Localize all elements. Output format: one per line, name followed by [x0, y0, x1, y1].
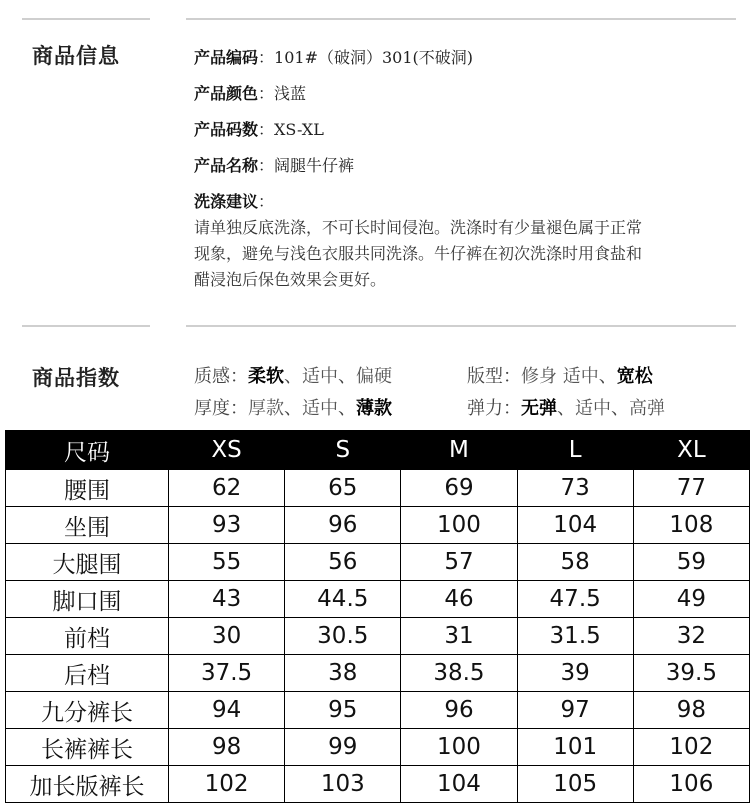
table-cell: 37.5 [169, 655, 285, 692]
colon: ： [258, 192, 275, 211]
table-cell: 102 [169, 766, 285, 803]
row-label: 腰围 [6, 470, 169, 507]
table-row [6, 729, 750, 766]
table-cell: 94 [169, 692, 285, 729]
divider-top-right [186, 18, 736, 20]
table-cell: 93 [169, 507, 285, 544]
thickness-index: 厚度：厚款、适中、薄款 [194, 398, 392, 419]
table-cell: 69 [401, 470, 517, 507]
table-cell: 99 [285, 729, 401, 766]
table-cell: 30 [169, 618, 285, 655]
thickness-label: 厚度 [194, 398, 230, 419]
size-table [5, 430, 750, 803]
product-color-value: 浅蓝 [274, 84, 307, 103]
row-label: 加长版裤长 [6, 766, 169, 803]
thickness-option: 厚款 [248, 398, 284, 419]
header-m: M [401, 431, 517, 470]
table-cell: 104 [517, 507, 633, 544]
texture-option: 柔软 [248, 366, 284, 387]
table-cell: 101 [517, 729, 633, 766]
table-cell: 49 [633, 581, 749, 618]
product-code-value: 101#（破洞）301(不破洞) [274, 48, 474, 67]
table-cell: 96 [285, 507, 401, 544]
product-code-label: 产品编码 [194, 48, 259, 67]
table-cell: 31 [401, 618, 517, 655]
table-cell: 98 [169, 729, 285, 766]
row-label: 后档 [6, 655, 169, 692]
texture-option: 偏硬 [356, 366, 392, 387]
table-cell: 62 [169, 470, 285, 507]
table-cell: 98 [633, 692, 749, 729]
header-s: S [285, 431, 401, 470]
table-row [6, 544, 750, 581]
table-cell: 95 [285, 692, 401, 729]
wash-advice-line: 现象，避免与浅色衣服共同洗涤。牛仔裤在初次洗涤时用食盐和 [194, 244, 643, 263]
row-label: 前档 [6, 618, 169, 655]
table-cell: 46 [401, 581, 517, 618]
fit-option: 宽松 [616, 366, 653, 387]
table-row [6, 581, 750, 618]
divider-top-left [22, 18, 150, 20]
row-label: 坐围 [6, 507, 169, 544]
table-cell: 97 [517, 692, 633, 729]
row-label: 脚口围 [6, 581, 169, 618]
table-cell: 96 [401, 692, 517, 729]
table-cell: 100 [401, 729, 517, 766]
table-cell: 55 [169, 544, 285, 581]
product-name-label: 产品名称 [194, 156, 259, 175]
texture-index: 质感：柔软、适中、偏硬 [194, 366, 392, 387]
header-size: 尺码 [6, 431, 169, 470]
table-cell: 58 [517, 544, 633, 581]
wash-advice-row [194, 189, 274, 212]
table-cell: 44.5 [285, 581, 401, 618]
fit-index: 版型：修身 适中、宽松 [467, 366, 653, 387]
product-color-row [194, 81, 306, 104]
wash-advice-label: 洗涤建议 [194, 192, 259, 211]
product-color-label: 产品颜色 [194, 84, 259, 103]
table-cell: 38 [285, 655, 401, 692]
table-cell: 100 [401, 507, 517, 544]
table-cell: 38.5 [401, 655, 517, 692]
product-index-title: 商品指数 [32, 366, 120, 390]
thickness-option: 薄款 [356, 398, 392, 419]
header-xl: XL [633, 431, 749, 470]
wash-advice-text [194, 215, 739, 293]
product-name-row [194, 153, 354, 176]
table-cell: 65 [285, 470, 401, 507]
table-row [6, 507, 750, 544]
row-label: 长裤裤长 [6, 729, 169, 766]
table-cell: 104 [401, 766, 517, 803]
table-cell: 57 [401, 544, 517, 581]
table-cell: 73 [517, 470, 633, 507]
fit-option: 修身 [521, 366, 557, 387]
table-row [6, 692, 750, 729]
stretch-label: 弹力 [467, 398, 503, 419]
table-cell: 105 [517, 766, 633, 803]
thickness-option: 适中 [302, 398, 338, 419]
colon: ： [258, 120, 275, 139]
colon: ： [258, 84, 275, 103]
table-cell: 103 [285, 766, 401, 803]
fit-option: 适中 [562, 366, 599, 387]
row-label: 九分裤长 [6, 692, 169, 729]
table-cell: 59 [633, 544, 749, 581]
fit-label: 版型 [467, 366, 503, 387]
table-cell: 56 [285, 544, 401, 581]
product-sizes-value: XS-XL [274, 120, 324, 139]
table-cell: 43 [169, 581, 285, 618]
table-cell: 47.5 [517, 581, 633, 618]
header-xs: XS [169, 431, 285, 470]
colon: ： [258, 48, 275, 67]
texture-label: 质感 [194, 366, 230, 387]
product-sizes-label: 产品码数 [194, 120, 259, 139]
table-cell: 39.5 [633, 655, 749, 692]
table-row [6, 470, 750, 507]
table-cell: 31.5 [517, 618, 633, 655]
product-sizes-row [194, 117, 324, 140]
stretch-option: 无弹 [521, 398, 557, 419]
stretch-option: 高弹 [629, 398, 665, 419]
divider-mid-right [186, 325, 736, 327]
product-code-row [194, 45, 473, 68]
table-cell: 39 [517, 655, 633, 692]
table-cell: 108 [633, 507, 749, 544]
wash-advice-line: 醋浸泡后保色效果会更好。 [194, 270, 387, 289]
size-table-header [6, 431, 750, 470]
colon: ： [258, 156, 275, 175]
table-row [6, 655, 750, 692]
table-cell: 77 [633, 470, 749, 507]
table-row [6, 618, 750, 655]
product-info-title: 商品信息 [32, 44, 120, 68]
table-cell: 106 [633, 766, 749, 803]
wash-advice-line: 请单独反底洗涤，不可长时间侵泡。洗涤时有少量褪色属于正常 [194, 218, 643, 237]
row-label: 大腿围 [6, 544, 169, 581]
table-cell: 30.5 [285, 618, 401, 655]
header-l: L [517, 431, 633, 470]
stretch-index: 弹力：无弹、适中、高弹 [467, 398, 665, 419]
table-cell: 102 [633, 729, 749, 766]
texture-option: 适中 [302, 366, 338, 387]
table-cell: 32 [633, 618, 749, 655]
table-row [6, 766, 750, 803]
divider-mid-left [22, 325, 150, 327]
product-name-value: 阔腿牛仔裤 [274, 156, 355, 175]
stretch-option: 适中 [575, 398, 611, 419]
